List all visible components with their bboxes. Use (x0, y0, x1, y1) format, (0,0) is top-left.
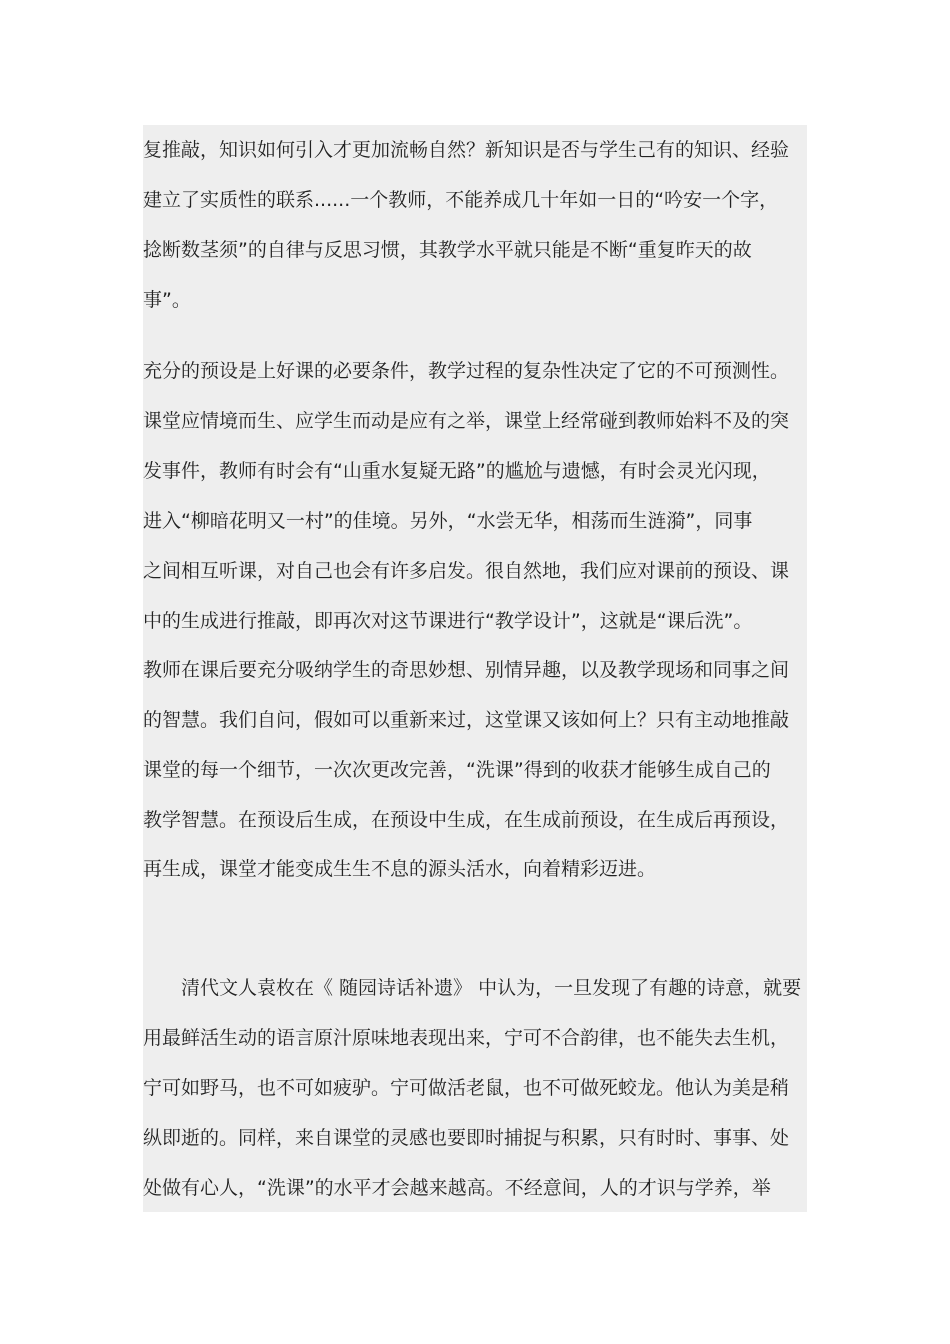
p2-line-8: 的智慧。我们自问，假如可以重新来过，这堂课又该如何上？只有主动地推敲 (143, 709, 790, 731)
p3-line-3: 宁可如野马，也不可如疲驴。宁可做活老鼠，也不可做死蛟龙。他认为美是稍 (143, 1077, 790, 1099)
p2-line-10: 教学智慧。在预设后生成，在预设中生成，在生成前预设，在生成后再预设， (143, 809, 790, 831)
p1-line-2: 建立了实质性的联系......一个教师，不能养成几十年如一日的“吟安一个字， (143, 189, 779, 211)
p2-line-6: 中的生成进行推敲，即再次对这节课进行“教学设计”，这就是“课后洗”。 (143, 610, 753, 632)
p1-line-3: 捻断数茎须”的自律与反思习惯，其教学水平就只能是不断“重复昨天的故 (143, 239, 752, 261)
p3-line-5: 处做有心人，“洗课”的水平才会越来越高。不经意间，人的才识与学养，举 (143, 1177, 771, 1199)
p2-line-4: 进入“柳暗花明又一村”的佳境。另外，“水尝无华，相荡而生涟漪”，同事 (143, 510, 753, 532)
p3-line-4: 纵即逝的。同样，来自课堂的灵感也要即时捕捉与积累，只有时时、事事、处 (143, 1127, 790, 1149)
p1-line-4: 事”。 (143, 289, 191, 311)
p2-line-1: 充分的预设是上好课的必要条件，教学过程的复杂性决定了它的不可预测性。 (143, 360, 790, 382)
p3-line-2: 用最鲜活生动的语言原汁原味地表现出来，宁可不合韵律，也不能失去生机， (143, 1027, 790, 1049)
p2-line-2: 课堂应情境而生、应学生而动是应有之举，课堂上经常碰到教师始料不及的突 (143, 410, 790, 432)
p2-line-11: 再生成，课堂才能变成生生不息的源头活水，向着精彩迈进。 (143, 858, 657, 880)
p2-line-5: 之间相互听课，对自己也会有许多启发。很自然地，我们应对课前的预设、课 (143, 560, 790, 582)
p3-line-1: 清代文人袁枚在《 随园诗话补遗》 中认为，一旦发现了有趣的诗意，就要 (181, 977, 802, 999)
p2-line-9: 课堂的每一个细节，一次次更改完善，“洗课”得到的收获才能够生成自己的 (143, 759, 771, 781)
p2-line-7: 教师在课后要充分吸纳学生的奇思妙想、别情异趣，以及教学现场和同事之间 (143, 659, 790, 681)
p2-line-3: 发事件，教师有时会有“山重水复疑无路”的尴尬与遗憾，有时会灵光闪现， (143, 460, 771, 482)
p1-line-1: 复推敲，知识如何引入才更加流畅自然？新知识是否与学生己有的知识、经验 (143, 139, 790, 161)
